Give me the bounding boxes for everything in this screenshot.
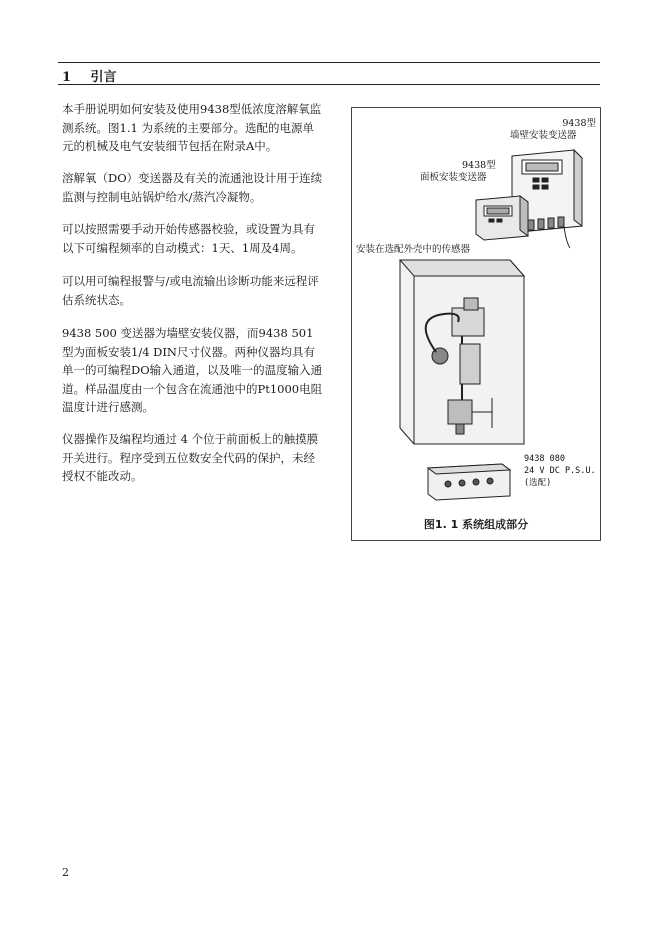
paragraph-purpose: 溶解氧（DO）变送器及有关的流通池设计用于连续监测与控制电站锅炉给水/蒸汽冷凝物。 <box>62 171 323 204</box>
paragraph-instruments: 9438 500 变送器为墙壁安装仪器，而9438 501型为面板安装1/4 DIN尺寸仪器。两种仪器均具有单一的可编程DO输入通道，以及唯一的温度输入通道。样品温度由一个包含在流通池中的Pt1000电阻温度计进行感测。 <box>62 326 323 414</box>
sensor-enclosure-drawing <box>400 260 524 444</box>
paragraph-operation: 仪器操作及编程均通过 4 个位于前面板上的触摸膜开关进行。程序受到五位数安全代码的保护，未经授权不能改动。 <box>62 432 319 483</box>
top-rule <box>58 62 600 63</box>
panel-transmitter-desc: 面板安装变送器 <box>420 172 487 183</box>
psu-drawing <box>428 464 510 500</box>
sensor-label: 安装在选配外壳中的传感器 <box>356 244 471 255</box>
psu-voltage: 24 V DC P.S.U. <box>524 466 596 476</box>
figure-caption: 图1. 1 系统组成部分 <box>423 518 529 531</box>
psu-optional: (选配) <box>524 478 552 488</box>
paragraph-intro: 本手册说明如何安装及使用9438型低浓度溶解氧监测系统。图1.1 为系统的主要部分。选配的电源单元的机械及电气安装细节包括在附录A中。 <box>62 102 322 153</box>
panel-transmitter-drawing <box>476 196 528 240</box>
section-number: 1 <box>62 70 72 85</box>
paragraph-alarms: 可以用可编程报警与/或电流输出诊断功能来远程评估系统状态。 <box>62 274 319 307</box>
wall-transmitter-label <box>544 118 596 130</box>
system-figure <box>351 107 601 541</box>
section-title: 引言 <box>90 70 117 85</box>
wall-transmitter-model: 9438型 <box>562 118 596 129</box>
section-heading <box>62 66 117 85</box>
psu-model: 9438 080 <box>524 454 565 464</box>
panel-transmitter-model: 9438型 <box>462 160 496 171</box>
wall-transmitter-desc: 墙壁安装变送器 <box>510 130 577 141</box>
paragraph-calibration: 可以按照需要手动开始传感器校验，或设置为具有以下可编程频率的自动模式：1天、1周及4周。 <box>62 222 315 255</box>
heading-rule <box>58 84 600 85</box>
page-number: 2 <box>62 866 69 879</box>
